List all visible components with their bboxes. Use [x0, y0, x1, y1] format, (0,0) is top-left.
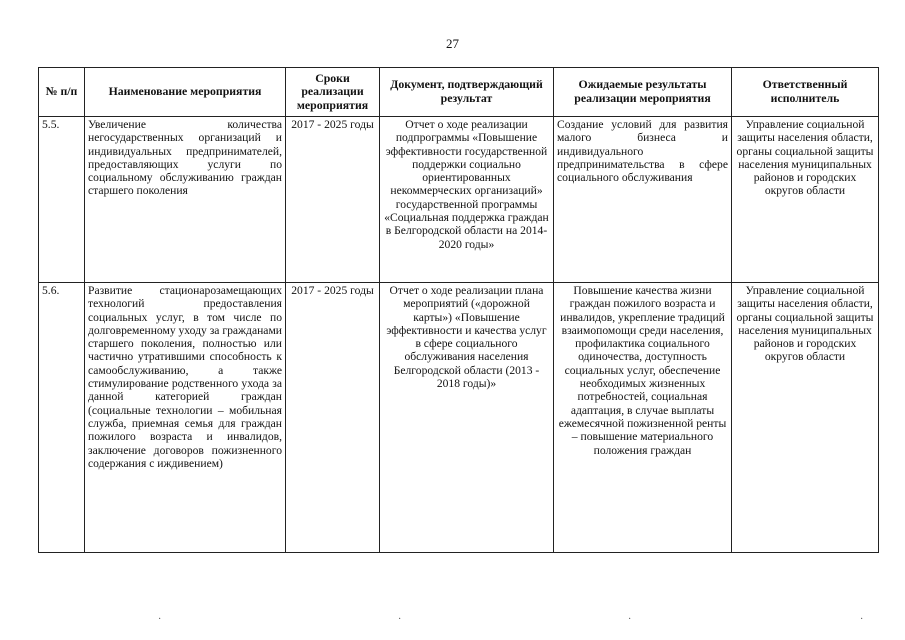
row-activity-name: Увеличение количества негосударственных организаций и индивидуальных предпринимателей, предоставляющих услуги по социальному обслуживанию граждан старшего поколения — [85, 117, 286, 283]
row-expected-results: Повышение качества жизни граждан пожилого возраста и инвалидов, укрепление традиций взаимопомощи среди населения, профилактика социального одиночества, доступность социальных услуг, обеспечение необходимых жизненных потребностей, социальная адаптация, в случае выплаты ежемесячной пожизненной ренты – повышение материального положения граждан — [554, 283, 732, 553]
header-period: Сроки реализации мероприятия — [286, 68, 380, 117]
activities-table — [38, 67, 879, 553]
row-executor: Управление социальной защиты населения области, органы социальной защиты населения муниципальных районов и городских округов области — [732, 117, 879, 283]
row-number: 5.5. — [39, 117, 85, 283]
table-row — [39, 117, 879, 283]
row-period: 2017 - 2025 годы — [286, 117, 380, 283]
scan-speck: · — [628, 614, 632, 625]
header-activity-name: Наименование мероприятия — [85, 68, 286, 117]
header-number: № п/п — [39, 68, 85, 117]
header-document: Документ, подтверждающий результат — [380, 68, 554, 117]
table-row — [39, 283, 879, 553]
row-document: Отчет о ходе реализации подпрограммы «Повышение эффективности государственной поддержки социально ориентированных некоммерческих организаций» государственной программы «Социальная поддержка граждан в Белгородской области на 2014-2020 годы» — [380, 117, 554, 283]
scan-speck: · — [860, 614, 864, 625]
page-number: 27 — [446, 36, 459, 51]
row-period: 2017 - 2025 годы — [286, 283, 380, 553]
row-document: Отчет о ходе реализации плана мероприятий («дорожной карты») «Повышение эффективности и качества услуг в сфере социального обслуживания населения Белгородской области (2013 - 2018 годы)» — [380, 283, 554, 553]
scan-speck: · — [158, 614, 162, 625]
header-executor: Ответственный исполнитель — [732, 68, 879, 117]
row-activity-name: Развитие стационарозамещающих технологий предоставления социальных услуг, в том числе по долговременному уходу за гражданами старшего поколения, полностью или частично утратившими способность к самообслуживанию, а также стимулирование родственного ухода за данной категорией граждан (социальные технологии – мобильная служба, приемная семья для граждан пожилого возраста и инвалидов, заключение договоров пожизненного содержания с иждивением) — [85, 283, 286, 553]
row-executor: Управление социальной защиты населения области, органы социальной защиты населения муниципальных районов и городских округов области — [732, 283, 879, 553]
table-header-row — [39, 68, 879, 117]
row-expected-results: Создание условий для развития малого бизнеса и индивидуального предпринимательства в сфере социального обслуживания — [554, 117, 732, 283]
header-expected-results: Ожидаемые результаты реализации мероприятия — [554, 68, 732, 117]
scan-speck: · — [398, 614, 402, 625]
row-number: 5.6. — [39, 283, 85, 553]
